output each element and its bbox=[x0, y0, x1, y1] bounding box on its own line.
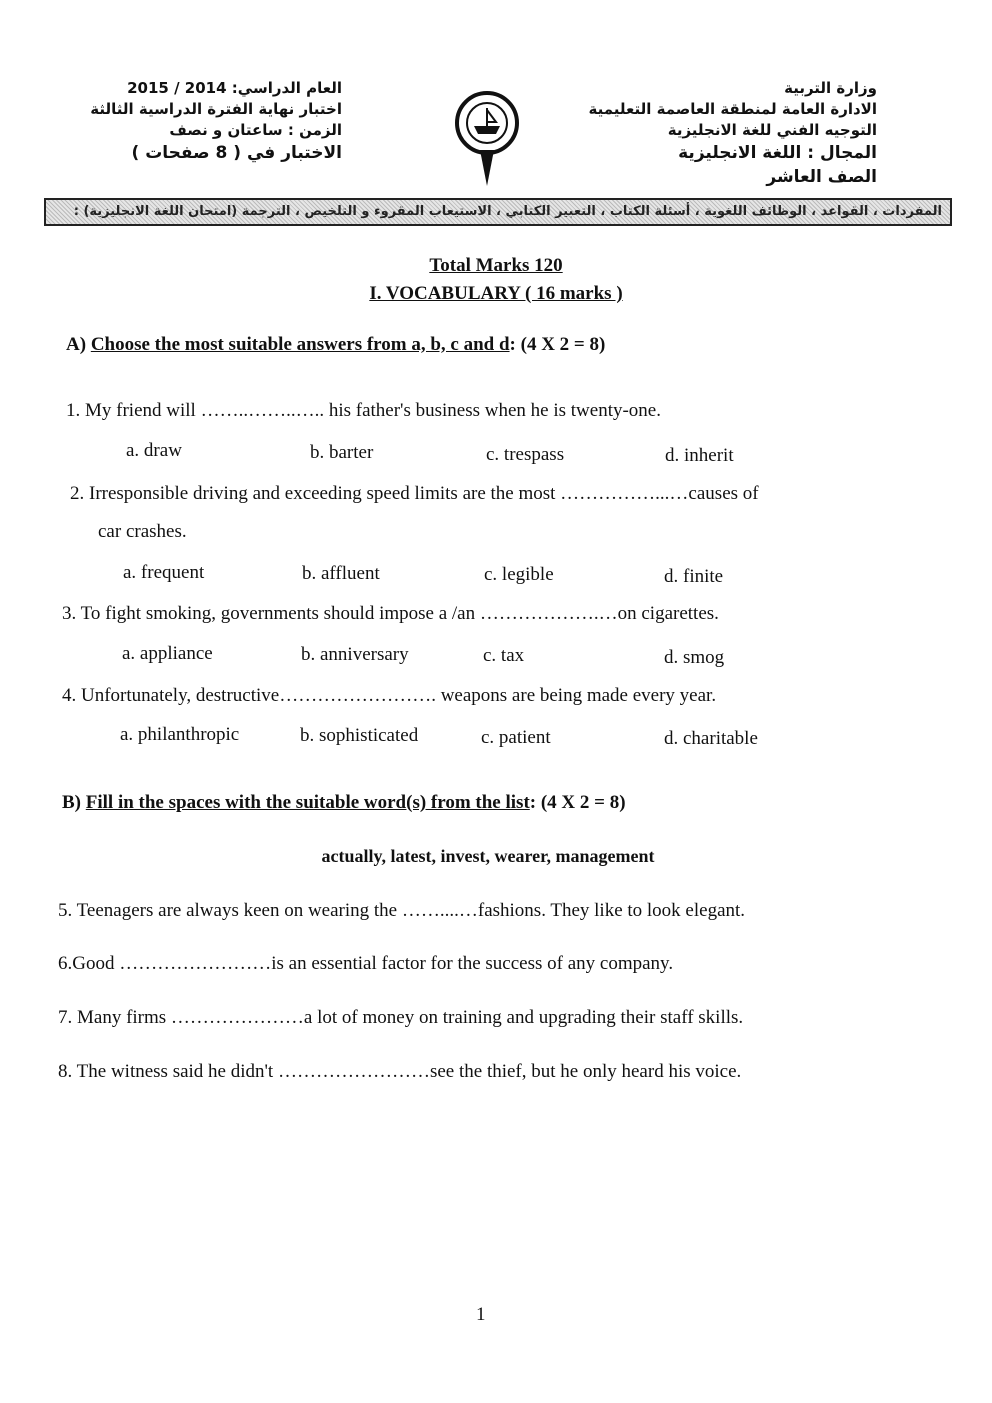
part-b-instruction: Fill in the spaces with the suitable word(s) from the list bbox=[85, 792, 530, 813]
question-2-cont: car crashes. bbox=[98, 521, 187, 542]
part-b-heading bbox=[62, 792, 626, 814]
academic-year: العام الدراسي: 2014 / 2015 bbox=[127, 79, 342, 97]
question-5: 5. Teenagers are always keen on wearing the ……....…fashions. They like to look elegant. bbox=[58, 900, 746, 921]
option-2b: b. affluent bbox=[302, 563, 380, 584]
header-right bbox=[588, 78, 877, 189]
part-a-marks: : (4 X 2 = 8) bbox=[509, 334, 606, 355]
option-2c: c. legible bbox=[484, 564, 554, 585]
option-1a: a. draw bbox=[126, 440, 182, 461]
part-a-label: A) bbox=[66, 334, 87, 355]
exam-sections-banner: المفردات ، القواعد ، الوظائف اللغوية ، أسئلة الكتاب ، التعبير الكتابي ، الاستيعاب المقروء و التلخيص ، الترجمة (امتحان اللغة الانجليزية) : bbox=[44, 198, 952, 226]
supervision-name: التوجيه الفني للغة الانجليزية bbox=[667, 121, 877, 139]
page-number: 1 bbox=[476, 1304, 486, 1325]
option-4d: d. charitable bbox=[664, 728, 758, 749]
option-2a: a. frequent bbox=[123, 562, 205, 583]
option-2d: d. finite bbox=[664, 566, 724, 587]
directorate-name: الادارة العامة لمنطقة العاصمة التعليمية bbox=[588, 100, 877, 118]
word-list: actually, latest, invest, wearer, management bbox=[321, 846, 655, 866]
part-a-heading bbox=[66, 334, 605, 356]
option-4c: c. patient bbox=[481, 727, 551, 748]
option-3c: c. tax bbox=[483, 645, 525, 666]
part-a-instruction: Choose the most suitable answers from a, b, c and d bbox=[90, 334, 510, 355]
option-3d: d. smog bbox=[664, 647, 725, 668]
part-b-marks: : (4 X 2 = 8) bbox=[529, 792, 626, 813]
question-2: 2. Irresponsible driving and exceeding speed limits are the most ……………...…causes of bbox=[70, 483, 759, 504]
option-1c: c. trespass bbox=[486, 444, 565, 465]
grade: الصف العاشر bbox=[766, 167, 877, 187]
option-4b: b. sophisticated bbox=[300, 725, 419, 746]
question-6: 6.Good ……………………is an essential factor for the success of any company. bbox=[58, 953, 674, 974]
option-3b: b. anniversary bbox=[301, 644, 409, 665]
question-1: 1. My friend will ……..……..….. his father's business when he is twenty-one. bbox=[66, 400, 661, 421]
option-1d: d. inherit bbox=[665, 445, 734, 466]
question-8: 8. The witness said he didn't ……………………see the thief, but he only heard his voice. bbox=[58, 1061, 742, 1082]
section-title: I. VOCABULARY ( 16 marks ) bbox=[369, 283, 623, 304]
question-7: 7. Many firms …………………a lot of money on training and upgrading their staff skills. bbox=[58, 1007, 744, 1028]
kuwait-emblem-icon bbox=[452, 88, 522, 188]
exam-pages: الاختبار في ( 8 صفحات ) bbox=[131, 143, 342, 163]
exam-name: اختبار نهاية الفترة الدراسية الثالثة bbox=[90, 100, 342, 118]
exam-duration: الزمن : ساعتان و نصف bbox=[169, 121, 342, 139]
subject-field: المجال : اللغة الانجليزية bbox=[678, 143, 877, 163]
ministry-name: وزارة التربية bbox=[784, 79, 877, 97]
part-b-label: B) bbox=[62, 792, 81, 813]
option-4a: a. philanthropic bbox=[120, 724, 240, 745]
total-marks: Total Marks 120 bbox=[429, 255, 563, 276]
header-left bbox=[90, 78, 342, 165]
question-4: 4. Unfortunately, destructive……………………. weapons are being made every year. bbox=[62, 685, 717, 706]
option-3a: a. appliance bbox=[122, 643, 213, 664]
option-1b: b. barter bbox=[310, 442, 374, 463]
question-3: 3. To fight smoking, governments should impose a /an ……………….…on cigarettes. bbox=[62, 603, 719, 624]
